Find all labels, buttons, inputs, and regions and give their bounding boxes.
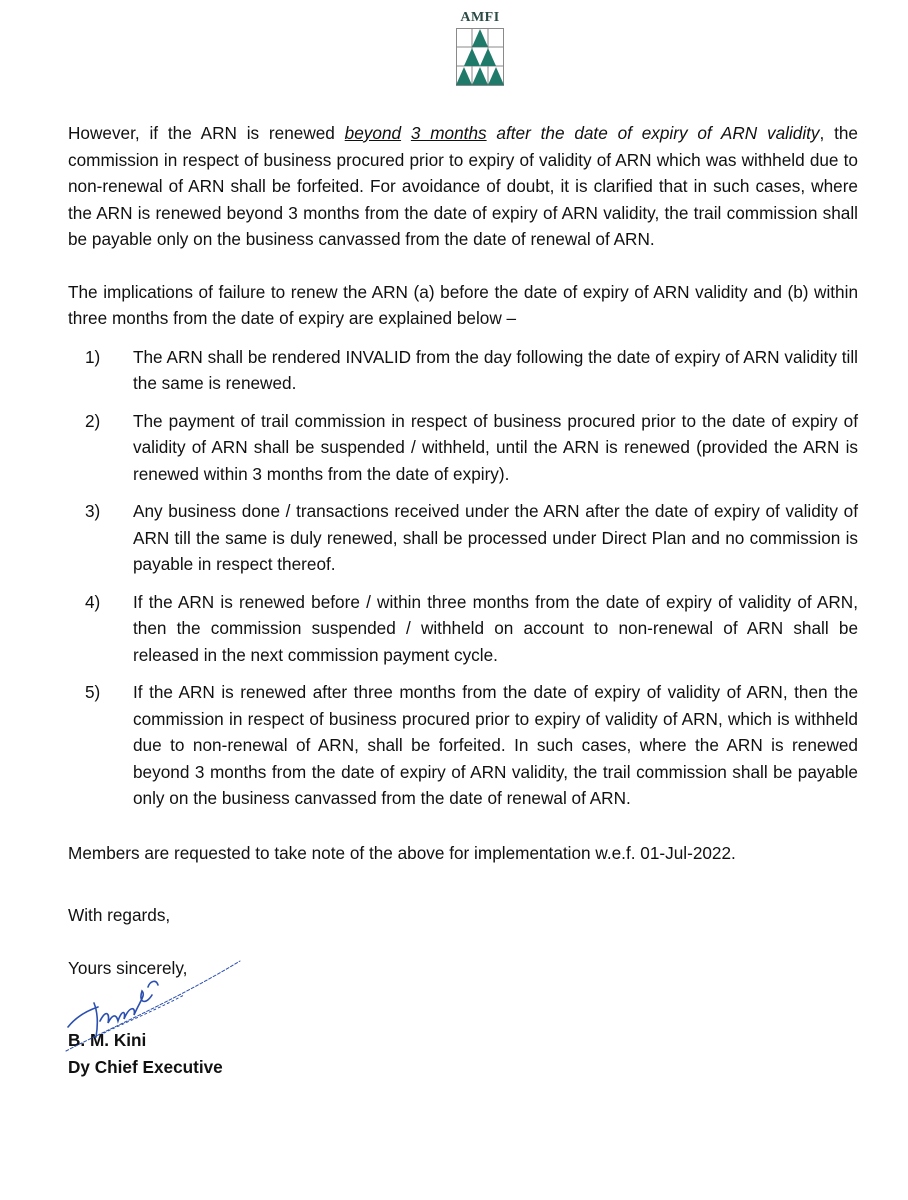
with-regards: With regards, (68, 905, 171, 925)
handwritten-signature-icon (64, 951, 244, 1061)
list-number: 3) (85, 501, 101, 521)
list-text: The ARN shall be rendered INVALID from the day following the date of expiry of ARN validity till the same is renewed. (133, 346, 858, 393)
emphasis-3-months: 3 months (410, 123, 487, 143)
list-item (68, 679, 858, 812)
list-item (68, 498, 858, 578)
yours-sincerely: Yours sincerely, (68, 957, 188, 978)
list-item (68, 408, 858, 488)
logo-text: AMFI (460, 10, 500, 25)
emphasis-beyond: beyond (344, 123, 402, 143)
list-number: 5) (85, 682, 101, 702)
paragraph-implications: The implications of failure to renew the ARN (a) before the date of expiry of ARN validity and (b) within three months from the date of expiry are explained below – (68, 281, 858, 328)
implications-list (68, 344, 858, 812)
list-text: The payment of trail commission in respect of business procured prior to the date of expiry of validity of ARN shall be suspended / withheld, until the ARN is renewed (provided the ARN is renewed within 3 months from the date of expiry). (133, 410, 858, 484)
list-item (68, 344, 858, 397)
signature-area (68, 981, 858, 1027)
letter-body (68, 120, 858, 1080)
list-number: 1) (85, 346, 101, 367)
paragraph-renewal-beyond-3-months: However, if the ARN is renewed beyond 3 months after the date of expiry of ARN validity, the commission in respect of business procured prior to expiry of validity of ARN which was withheld due to non-renewal of ARN shall be forfeited. For avoidance of doubt, it is clarified that in such cases, where the ARN is renewed beyond 3 months from the date of expiry of ARN validity, the trail commission shall be payable only on the business canvassed from the date of renewal of ARN. (68, 123, 858, 249)
triangle-grid-logo-icon (456, 28, 504, 86)
list-text: If the ARN is renewed after three months from the date of expiry of validity of ARN, then the commission in respect of business procured prior to expiry of validity of ARN, which is withheld due to non-renewal of ARN, shall be forfeited. In such cases, where the ARN is renewed beyond 3 months from the date of expiry of ARN validity, the trail commission shall be payable only on the business canvassed from the date of renewal of ARN. (133, 682, 858, 808)
implementation-note: Members are requested to take note of the above for implementation w.e.f. 01-Jul-2022. (68, 842, 736, 863)
list-item (68, 589, 858, 669)
list-text: If the ARN is renewed before / within three months from the date of expiry of validity of ARN, then the commission suspended / withheld on account to non-renewal of ARN shall be released in the next commission payment cycle. (133, 591, 858, 665)
list-number: 2) (85, 410, 101, 431)
list-text: Any business done / transactions received under the ARN after the date of expiry of validity of ARN till the same is duly renewed, shall be processed under Direct Plan and no commission is payable in respect thereof. (133, 501, 858, 574)
list-number: 4) (85, 591, 101, 612)
signatory-title: Dy Chief Executive (68, 1056, 223, 1077)
emphasis-after-expiry: after the date of expiry of ARN validity (486, 123, 820, 143)
signatory-name: B. M. Kini (68, 1030, 147, 1050)
amfi-logo (452, 10, 508, 90)
